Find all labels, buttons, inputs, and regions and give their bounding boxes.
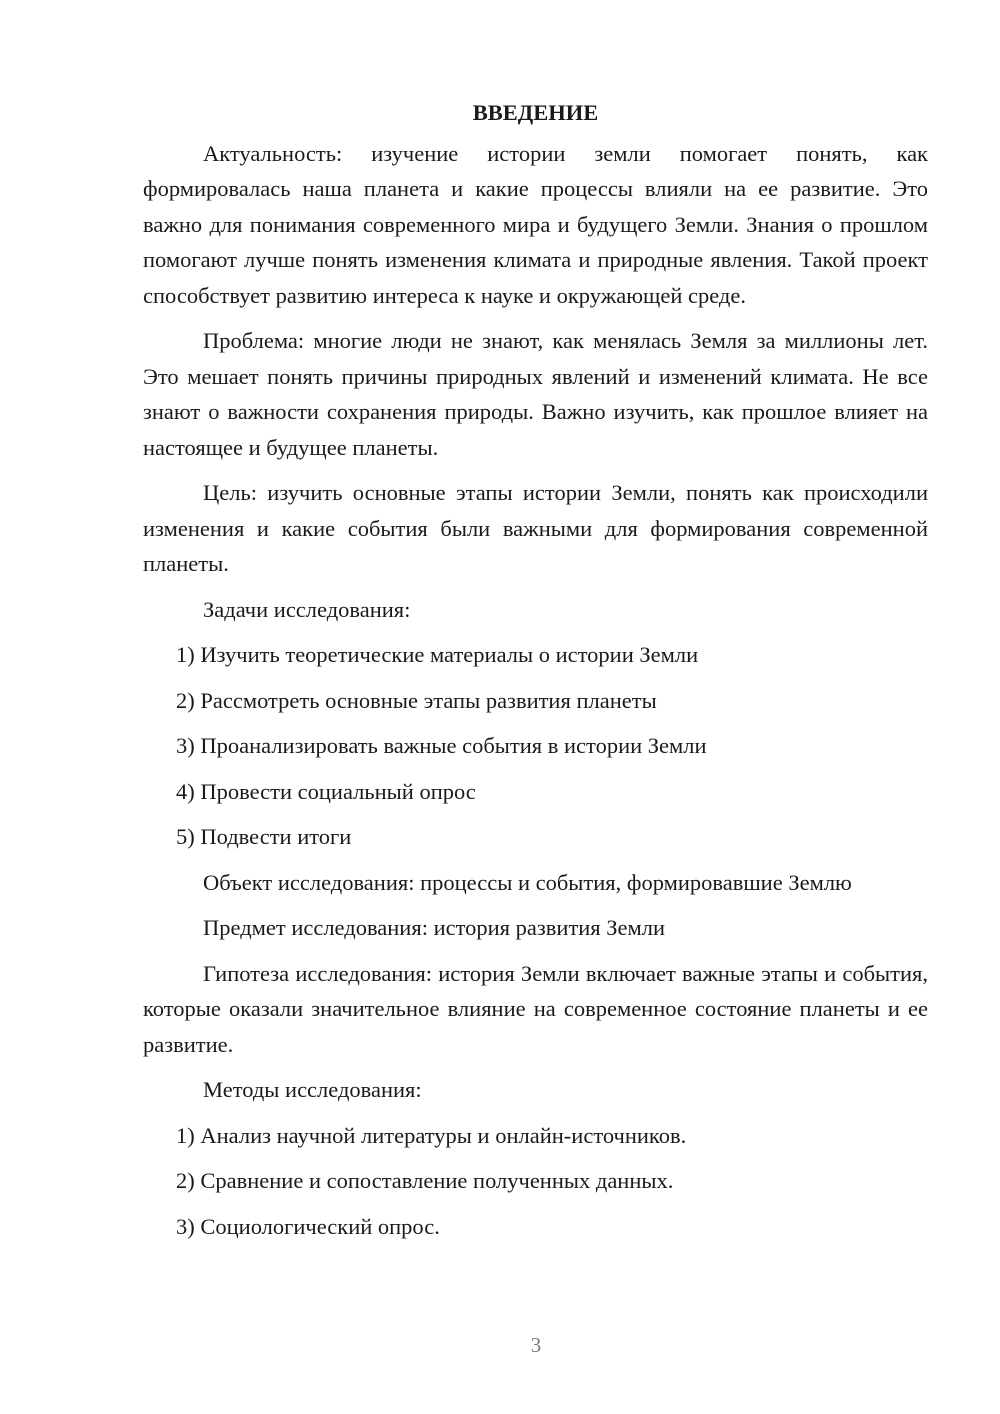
- page-content: [143, 95, 928, 1254]
- research-object: Объект исследования: процессы и события, формировавшие Землю: [203, 869, 852, 895]
- page-title: ВВЕДЕНИЕ: [472, 100, 599, 125]
- page-number: 3: [530, 1333, 542, 1357]
- task-item: 5) Подвести итоги: [176, 824, 352, 849]
- method-item: 3) Социологический опрос.: [176, 1213, 440, 1239]
- method-item: 1) Анализ научной литературы и онлайн-источников.: [176, 1122, 687, 1148]
- method-item: 2) Сравнение и сопоставление полученных данных.: [176, 1168, 674, 1193]
- paragraph-relevance: Актуальность: изучение истории земли помогает понять, как формировалась наша планета и какие процессы влияли на ее развитие. Это важно для понимания современного мира и будущего Земли. Знания о прошлом помогают лучше понять изменения климата и природные явления. Такой проект способствует развитию интереса к науке и окружающей среде.: [143, 140, 928, 308]
- task-item: 4) Провести социальный опрос: [176, 778, 476, 804]
- paragraph-goal: Цель: изучить основные этапы истории Земли, понять как происходили изменения и какие события были важными для формирования современной планеты.: [143, 480, 928, 576]
- methods-label: Методы исследования:: [203, 1077, 422, 1102]
- task-item: 3) Проанализировать важные события в истории Земли: [176, 733, 707, 758]
- task-item: 1) Изучить теоретические материалы о истории Земли: [176, 642, 699, 667]
- tasks-label: Задачи исследования:: [203, 596, 411, 622]
- paragraph-problem: Проблема: многие люди не знают, как менялась Земля за миллионы лет. Это мешает понять причины природных явлений и изменений климата. Не все знают о важности сохранения природы. Важно изучить, как прошлое влияет на настоящее и будущее планеты.: [143, 328, 928, 460]
- paragraph-hypothesis: Гипотеза исследования: история Земли включает важные этапы и события, которые оказали значительное влияние на современное состояние планеты и ее развитие.: [143, 960, 928, 1057]
- task-item: 2) Рассмотреть основные этапы развития планеты: [176, 687, 657, 713]
- research-subject: Предмет исследования: история развития Земли: [203, 915, 666, 940]
